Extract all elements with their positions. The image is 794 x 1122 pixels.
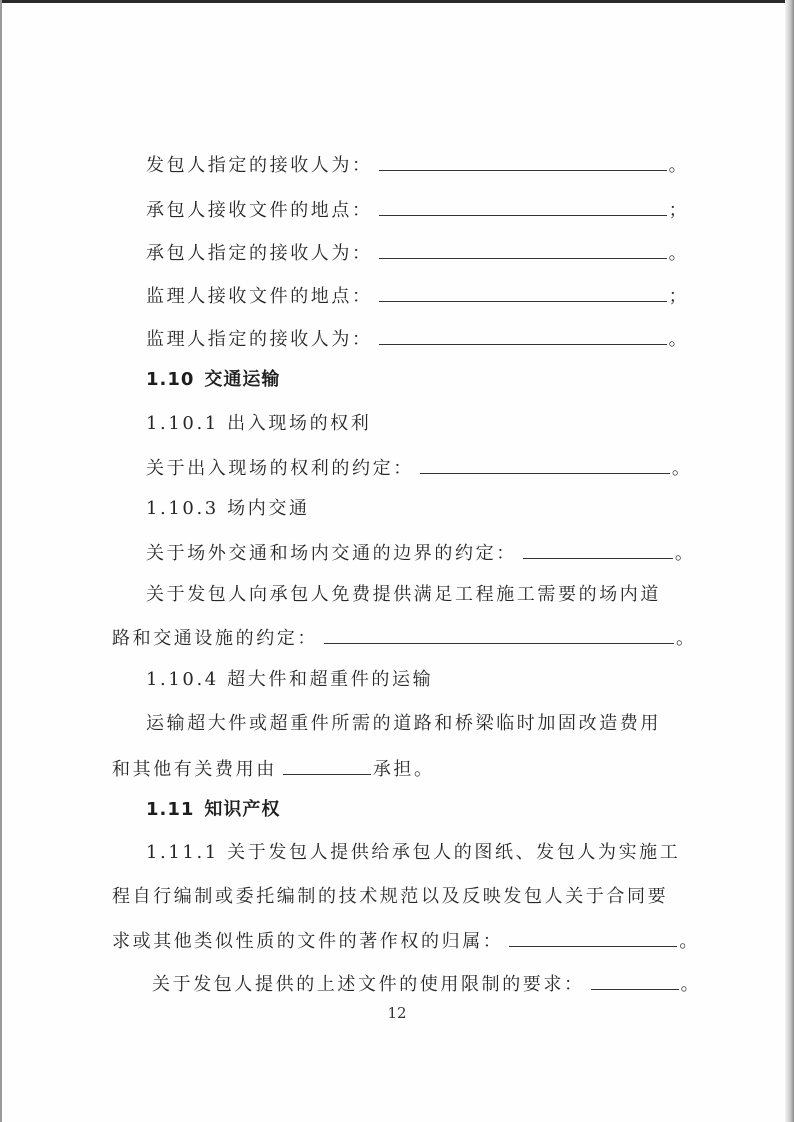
clause-text: 承担。 <box>372 759 435 780</box>
line-end-punct: ； <box>668 286 687 307</box>
clause-copyright-line2 <box>112 885 668 909</box>
subsection-heading-1-10-1 <box>146 412 371 436</box>
clause-traffic-boundary <box>146 540 693 566</box>
subsection-title: 1.10.3 场内交通 <box>146 498 310 519</box>
line-end-punct: ； <box>668 200 687 221</box>
clause-oversize-line2 <box>112 756 435 782</box>
recipient-line-label: 监理人指定的接收人为： <box>146 329 373 350</box>
subsection-heading-1-10-3 <box>146 497 310 521</box>
fill-in-blank[interactable] <box>379 240 667 259</box>
clause-text: 1.11.1 关于发包人提供给承包人的图纸、发包人为实施工 <box>146 842 681 863</box>
location-line-supervisor <box>146 283 687 309</box>
clause-text: 和其他有关费用由 <box>112 759 277 780</box>
recipient-line-contractor <box>146 240 687 266</box>
section-heading-1-11 <box>146 798 280 822</box>
recipient-line-label: 发包人指定的接收人为： <box>146 155 373 176</box>
clause-copyright-line1 <box>146 841 680 865</box>
line-end-punct: 。 <box>679 931 698 952</box>
scan-edge-right <box>785 0 794 1122</box>
line-end-punct: 。 <box>668 329 687 350</box>
clause-usage-restriction <box>152 971 699 997</box>
fill-in-blank[interactable] <box>324 625 674 644</box>
clause-free-roads-line2 <box>112 625 694 651</box>
clause-text: 关于发包人向承包人免费提供满足工程施工需要的场内道 <box>146 584 661 605</box>
line-end-punct: 。 <box>674 543 693 564</box>
clause-text: 程自行编制或委托编制的技术规范以及反映发包人关于合同要 <box>112 886 669 907</box>
line-end-punct: 。 <box>668 155 687 176</box>
section-title: 交通运输 <box>204 369 281 390</box>
fill-in-blank[interactable] <box>523 540 673 559</box>
fill-in-blank[interactable] <box>420 455 670 474</box>
clause-copyright-line3 <box>112 928 697 954</box>
clause-label: 求或其他类似性质的文件的著作权的归属： <box>112 931 504 952</box>
recipient-line-supervisor <box>146 326 687 352</box>
clause-label: 关于发包人提供的上述文件的使用限制的要求： <box>152 974 585 995</box>
section-title: 知识产权 <box>204 799 281 820</box>
clause-label: 关于场外交通和场内交通的边界的约定： <box>146 543 517 564</box>
fill-in-blank[interactable] <box>379 152 667 171</box>
recipient-line-label: 承包人指定的接收人为： <box>146 243 373 264</box>
location-line-label: 承包人接收文件的地点： <box>146 200 373 221</box>
line-end-punct: 。 <box>668 243 687 264</box>
line-end-punct: 。 <box>676 628 694 649</box>
section-heading-1-10 <box>146 368 280 392</box>
scan-edge-top <box>0 0 794 3</box>
clause-text: 运输超大件或超重件所需的道路和桥梁临时加固改造费用 <box>146 713 661 734</box>
line-end-punct: 。 <box>671 458 690 479</box>
section-number: 1.10 <box>146 369 195 390</box>
clause-label: 路和交通设施的约定： <box>112 628 318 649</box>
fill-in-blank[interactable] <box>379 326 667 345</box>
subsection-heading-1-10-4 <box>146 668 433 692</box>
clause-oversize-line1 <box>146 712 661 736</box>
fill-in-blank[interactable] <box>509 928 677 947</box>
location-line-contractor <box>146 197 687 223</box>
fill-in-blank[interactable] <box>379 283 667 302</box>
subsection-title: 1.10.1 出入现场的权利 <box>146 413 372 434</box>
page-number: 12 <box>387 1004 407 1022</box>
fill-in-blank[interactable] <box>591 971 679 990</box>
clause-free-roads-line1 <box>146 583 661 607</box>
clause-label: 关于出入现场的权利的约定： <box>146 458 414 479</box>
recipient-line-employer <box>146 152 687 178</box>
section-number: 1.11 <box>146 799 195 820</box>
location-line-label: 监理人接收文件的地点： <box>146 286 373 307</box>
fill-in-blank[interactable] <box>283 756 371 775</box>
subsection-title: 1.10.4 超大件和超重件的运输 <box>146 669 434 690</box>
fill-in-blank[interactable] <box>379 197 667 216</box>
clause-site-access <box>146 455 690 481</box>
line-end-punct: 。 <box>680 974 699 995</box>
scan-edge-left <box>0 0 2 1122</box>
